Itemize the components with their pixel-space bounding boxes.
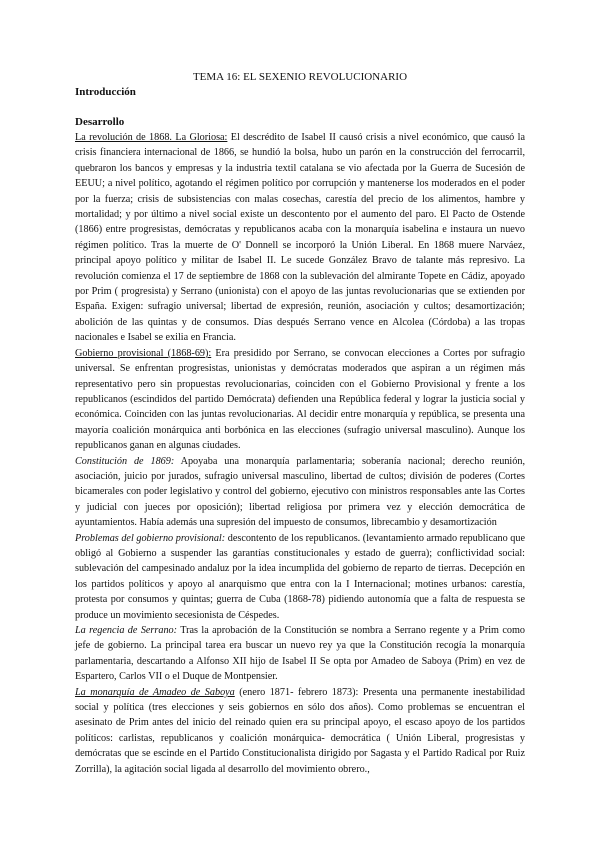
paragraph-provisional-government xyxy=(75,346,525,454)
paragraph-lead: Problemas del gobierno provisional: xyxy=(75,532,226,544)
paragraph-body: descontento de los republicanos. (levantamiento armado republicano que obligó al Gobierno a suspender las garantías constitucionales y estado de guerra); conflictividad social: sublevación del campesinado andaluz por la idea incumplida del gobierno de reparto de tierras. Decepción en los partidos políticos y apoyo al anarquismo que entra con la I Internacional; motines urbanos: carestía, protesta por consumos y quintas; guerra de Cuba (1868-78) pidiendo autonomía que a falta de respuesta se produce un movimiento secesionista de Céspedes. xyxy=(75,532,525,621)
paragraph-body: Apoyaba una monarquía parlamentaria; soberanía nacional; derecho reunión, asociación, juicio por jurados, sufragio universal masculino, libertad de cultos; división de poderes (Cortes bicamerales con poder legislativo y control del gobierno, ejecutivo con ministros responsables ante las Cortes y judicial con jueces por oposición); libertad religiosa por primera vez y elección democrática de ayuntamientos. Había además una supresión del impuesto de consumos, librecambio y desamortización xyxy=(75,455,525,529)
paragraph-revolution-1868 xyxy=(75,130,525,346)
paragraph-body: (enero 1871- febrero 1873): Presenta una permanente inestabilidad social y política (tres elecciones y seis gobiernos en sólo dos años). Como problemas se encuentran el asesinato de Prim antes del inicio del reinado quien era su principal apoyo, el escaso apoyo de los partidos políticos: carlistas, republicanos y coalición monárquica- democrática ( Unión Liberal, progresistas y demócratas que se escinde en el Partido Constitucionalista dirigido por Sagasta y el Partido Radical por Ruiz Zorrilla), la agitación social ligada al desarrollo del movimiento obrero., xyxy=(75,686,525,775)
document-title: TEMA 16: EL SEXENIO REVOLUCIONARIO xyxy=(192,71,408,83)
paragraph-lead: Constitución de 1869: xyxy=(75,455,175,467)
paragraph-constitution-1869 xyxy=(75,454,525,531)
intro-heading: Introducción xyxy=(75,86,136,98)
paragraph-amadeo-monarchy xyxy=(75,685,525,777)
paragraph-body: Tras la aprobación de la Constitución se nombra a Serrano regente y a Prim como jefe de gobierno. La principal tarea era buscar un nuevo rey ya que la Constitución recogía la monarquía parlamentaria, descartando a Alfonso XII hijo de Isabel II Se opta por Amadeo de Saboya (Prim) en vez de Espartero, Carlos VII o el Duque de Montpensier. xyxy=(75,625,525,683)
spacer xyxy=(75,100,525,115)
paragraph-body: Era presidido por Serrano, se convocan elecciones a Cortes por sufragio universal. Se enfrentan progresistas, unionistas y demócratas moderados que aspiran a un régimen más representativo pero sin propuestas revolucionarias, coinciden con el Gobierno Provisional y frente a los republicanos (escindidos del partido Demócrata) defienden una República federal y lograr la justicia social y económica. Coinciden con las juntas revolucionarias. Al decidir entre monarquía y república, se presenta una mayoría coalición monárquica anti borbónica en las elecciones (sufragio universal masculino). Aunque los republicanos ganan en algunas ciudades. xyxy=(75,347,525,452)
paragraph-serrano-regency xyxy=(75,623,525,685)
paragraph-provisional-problems xyxy=(75,531,525,623)
development-heading: Desarrollo xyxy=(75,116,125,128)
paragraph-body: El descrédito de Isabel II causó crisis a nivel económico, que causó la crisis financiera internacional de 1866, se hundió la bolsa, hubo un parón en la construcción del ferrocarril, quebraron los bancos y empresas y la industria textil catalana se vio afectada por la Guerra de Sucesión de EEUU; a nivel político, agotando el régimen político por corrupción y mantenerse los moderados en el poder por la fuerza; crisis de subsistencias con malas cosechas, carestía del precio de los alimentos, hambre y mortalidad; y por último a nivel social existe un descontento por el aumento del paro. El Pacto de Ostende (1866) entre progresistas, demócratas y republicanos acaba con la monarquía isabelina e instaura un nuevo régimen político. Tras la muerte de O' Donnell se incorporó la Unión Liberal. En 1868 muere Narváez, principal apoyo político y militar de Isabel II. Le sucede González Bravo de talante más represivo. La revolución comienza el 17 de septiembre de 1868 con la sublevación del almirante Topete en Cádiz, apoyado por Prim ( progresista) y Serrano (unionista) con el apoyo de las juntas revolucionarias que se extienden por España. Exigen: sufragio universal; libertad de expresión, reunión, asociación y cultos; desamortización; abolición de las quintas y de consumos. Días después Serrano vence en Alcolea (Córdoba) a las tropas nacionales e Isabel se exilia en Francia. xyxy=(75,132,525,344)
paragraph-lead: La revolución de 1868. La Gloriosa: xyxy=(75,132,228,143)
paragraph-lead: La monarquía de Amadeo de Saboya xyxy=(75,686,235,698)
paragraph-lead: La regencia de Serrano: xyxy=(75,625,178,636)
paragraph-lead: Gobierno provisional (1868-69): xyxy=(75,347,212,359)
